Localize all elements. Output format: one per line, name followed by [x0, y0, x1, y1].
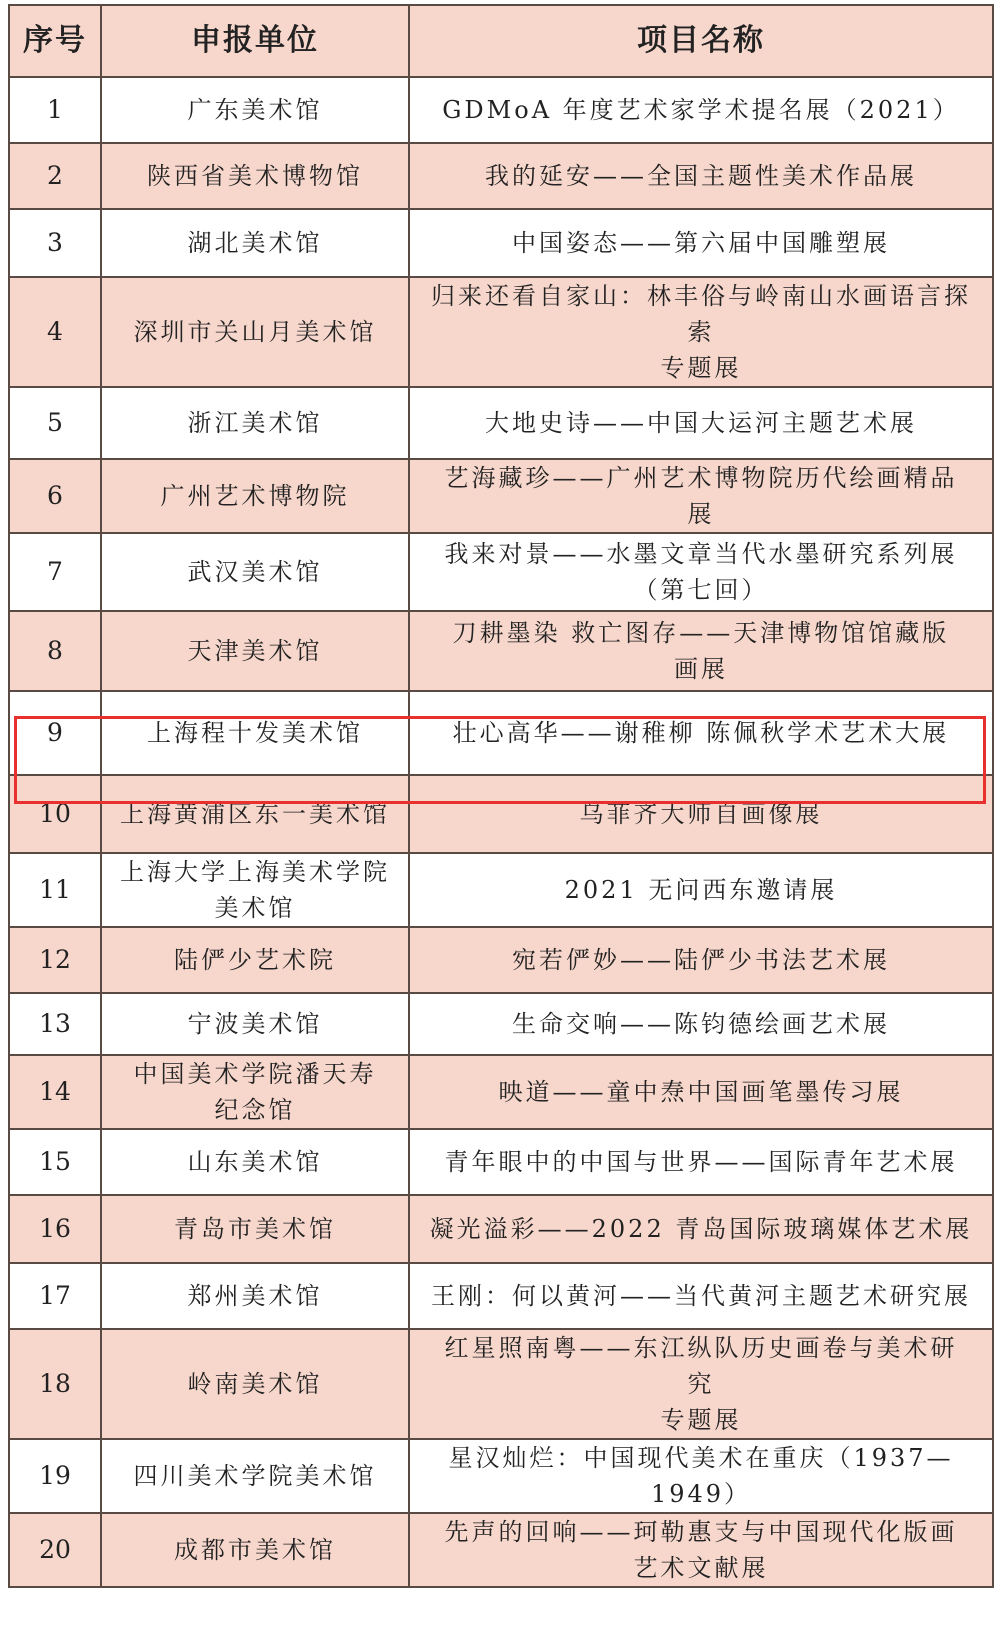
table-row: [9, 1329, 993, 1439]
table-row: [9, 277, 993, 387]
cell-seq: 12: [9, 927, 101, 993]
unit-line: 天津美术馆: [187, 637, 323, 665]
cell-unit: [101, 1329, 409, 1439]
cell-unit: [101, 1513, 409, 1587]
unit-line: 郑州美术馆: [187, 1282, 323, 1310]
cell-project: [409, 853, 993, 927]
project-line: 画展: [674, 655, 728, 683]
cell-seq: 3: [9, 209, 101, 277]
header-project: 项目名称: [409, 5, 993, 77]
project-line: 索: [687, 318, 715, 346]
project-line: 艺海藏珍——广州艺术博物院历代绘画精品: [444, 464, 958, 492]
project-line: 星汉灿烂：中国现代美术在重庆（1937—1949）: [448, 1444, 954, 1508]
project-line: 究: [687, 1370, 715, 1398]
unit-line: 成都市美术馆: [174, 1536, 336, 1564]
cell-seq: 17: [9, 1263, 101, 1329]
cell-project: [409, 1513, 993, 1587]
table-row: [9, 77, 993, 143]
unit-line: 中国美术学院潘天寿: [133, 1060, 377, 1088]
table-row: [9, 993, 993, 1055]
project-line: （第七回）: [633, 576, 769, 604]
cell-project: [409, 1195, 993, 1263]
unit-line: 青岛市美术馆: [174, 1215, 336, 1243]
cell-unit: [101, 611, 409, 691]
cell-seq: 15: [9, 1129, 101, 1195]
table-body: [9, 77, 993, 1587]
cell-project: [409, 209, 993, 277]
cell-project: [409, 77, 993, 143]
cell-seq: 4: [9, 277, 101, 387]
project-line: 我来对景——水墨文章当代水墨研究系列展: [444, 540, 958, 568]
header-row: [9, 5, 993, 77]
cell-project: [409, 277, 993, 387]
cell-seq: 5: [9, 387, 101, 459]
table-row: [9, 387, 993, 459]
table-row: [9, 1263, 993, 1329]
cell-project: [409, 611, 993, 691]
unit-line: 纪念馆: [214, 1096, 296, 1124]
project-line: 刀耕墨染 救亡图存——天津博物馆馆藏版: [452, 619, 950, 647]
unit-line: 湖北美术馆: [187, 229, 323, 257]
unit-line: 广州艺术博物院: [160, 482, 350, 510]
cell-seq: 10: [9, 775, 101, 853]
cell-unit: [101, 1263, 409, 1329]
cell-project: [409, 691, 993, 775]
project-line: 壮心高华——谢稚柳 陈佩秋学术艺术大展: [452, 719, 950, 747]
cell-seq: 14: [9, 1055, 101, 1129]
cell-seq: 7: [9, 533, 101, 611]
exhibition-table-container: [8, 4, 992, 1588]
unit-line: 陆俨少艺术院: [174, 946, 336, 974]
cell-seq: 13: [9, 993, 101, 1055]
cell-unit: [101, 1195, 409, 1263]
unit-line: 四川美术学院美术馆: [133, 1462, 377, 1490]
cell-seq: 16: [9, 1195, 101, 1263]
cell-unit: [101, 277, 409, 387]
cell-unit: [101, 77, 409, 143]
cell-unit: [101, 459, 409, 533]
cell-project: [409, 1055, 993, 1129]
cell-project: [409, 459, 993, 533]
cell-project: [409, 143, 993, 209]
project-line: 艺术文献展: [633, 1554, 769, 1582]
unit-line: 山东美术馆: [187, 1148, 323, 1176]
unit-line: 上海黄浦区东一美术馆: [120, 800, 390, 828]
cell-unit: [101, 691, 409, 775]
unit-line: 宁波美术馆: [187, 1010, 323, 1038]
project-line: 青年眼中的中国与世界——国际青年艺术展: [444, 1148, 958, 1176]
cell-seq: 2: [9, 143, 101, 209]
unit-line: 美术馆: [214, 894, 296, 922]
project-line: 红星照南粤——东江纵队历史画卷与美术研: [444, 1334, 958, 1362]
cell-project: [409, 1129, 993, 1195]
cell-unit: [101, 927, 409, 993]
project-line: 凝光溢彩——2022 青岛国际玻璃媒体艺术展: [429, 1215, 973, 1243]
project-line: 归来还看自家山：林丰俗与岭南山水画语言探: [431, 282, 971, 310]
project-line: 生命交响——陈钧德绘画艺术展: [512, 1010, 890, 1038]
cell-seq: 18: [9, 1329, 101, 1439]
cell-project: [409, 993, 993, 1055]
unit-line: 武汉美术馆: [187, 558, 323, 586]
cell-seq: 20: [9, 1513, 101, 1587]
unit-line: 上海程十发美术馆: [147, 719, 363, 747]
unit-line: 陕西省美术博物馆: [147, 162, 363, 190]
table-row: [9, 1055, 993, 1129]
project-line: 中国姿态——第六届中国雕塑展: [512, 229, 890, 257]
cell-unit: [101, 387, 409, 459]
table-row: [9, 209, 993, 277]
cell-unit: [101, 1129, 409, 1195]
table-row: [9, 927, 993, 993]
project-line: 先声的回响——珂勒惠支与中国现代化版画: [444, 1518, 958, 1546]
table-row: [9, 459, 993, 533]
table-row: [9, 775, 993, 853]
cell-unit: [101, 209, 409, 277]
cell-unit: [101, 993, 409, 1055]
cell-seq: 6: [9, 459, 101, 533]
unit-line: 广东美术馆: [187, 96, 323, 124]
project-line: 专题展: [660, 354, 742, 382]
project-line: 我的延安——全国主题性美术作品展: [485, 162, 917, 190]
unit-line: 浙江美术馆: [187, 409, 323, 437]
table-row: [9, 1129, 993, 1195]
project-line: 宛若俨妙——陆俨少书法艺术展: [512, 946, 890, 974]
cell-unit: [101, 143, 409, 209]
table-row: [9, 1195, 993, 1263]
project-line: 专题展: [660, 1406, 742, 1434]
cell-unit: [101, 1055, 409, 1129]
table-row: [9, 1513, 993, 1587]
cell-project: [409, 1439, 993, 1513]
cell-project: [409, 775, 993, 853]
project-line: GDMoA 年度艺术家学术提名展（2021）: [442, 96, 960, 124]
cell-seq: 19: [9, 1439, 101, 1513]
cell-unit: [101, 1439, 409, 1513]
cell-project: [409, 1329, 993, 1439]
exhibition-table: [8, 4, 994, 1588]
cell-project: [409, 533, 993, 611]
project-line: 展: [687, 500, 715, 528]
cell-project: [409, 1263, 993, 1329]
cell-unit: [101, 775, 409, 853]
cell-unit: [101, 853, 409, 927]
cell-seq: 8: [9, 611, 101, 691]
header-unit: 申报单位: [101, 5, 409, 77]
table-row: [9, 691, 993, 775]
project-line: 王刚：何以黄河——当代黄河主题艺术研究展: [431, 1282, 971, 1310]
table-row: [9, 143, 993, 209]
cell-seq: 11: [9, 853, 101, 927]
cell-seq: 9: [9, 691, 101, 775]
table-row: [9, 533, 993, 611]
unit-line: 岭南美术馆: [187, 1370, 323, 1398]
header-seq: 序号: [9, 5, 101, 77]
cell-unit: [101, 533, 409, 611]
table-row: [9, 853, 993, 927]
project-line: 映道——童中焘中国画笔墨传习展: [498, 1078, 904, 1106]
table-row: [9, 1439, 993, 1513]
cell-project: [409, 927, 993, 993]
unit-line: 上海大学上海美术学院: [120, 858, 390, 886]
project-line: 大地史诗——中国大运河主题艺术展: [485, 409, 917, 437]
table-row: [9, 611, 993, 691]
cell-seq: 1: [9, 77, 101, 143]
unit-line: 深圳市关山月美术馆: [133, 318, 377, 346]
project-line: 2021 无问西东邀请展: [564, 876, 838, 904]
cell-project: [409, 387, 993, 459]
project-line: 乌菲齐大师自画像展: [579, 800, 823, 828]
